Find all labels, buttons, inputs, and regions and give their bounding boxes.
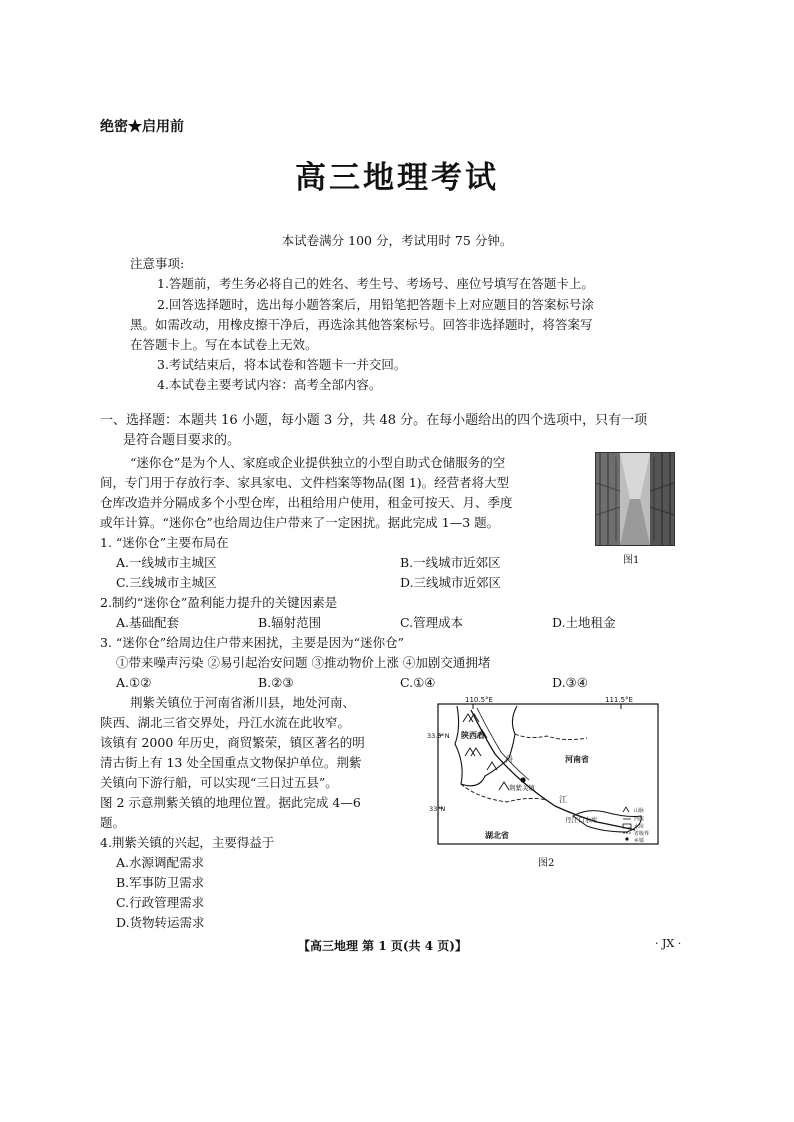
answer-option: D.货物转运需求 [116,915,205,930]
passage-line: 该镇有 2000 年历史，商贸繁荣，镇区著名的明 [100,735,365,750]
map-latitude-top: 33.5°N [427,732,450,740]
answer-option: C.①④ [400,675,436,690]
map-longitude-left: 110.5°E [465,696,493,704]
notice-heading: 注意事项: [130,256,185,271]
passage-line: 清古街上有 13 处全国重点文物保护单位。荆紫 [100,755,362,770]
map-legend-town: 乡镇 [634,838,645,844]
passage-line: 题。 [100,815,126,830]
answer-option: C.行政管理需求 [116,895,205,910]
map-label-reservoir: 丹江口水库 [565,816,598,824]
notice-item: 4.本试卷主要考试内容：高考全部内容。 [157,377,382,392]
question-stem: 4.荆紫关镇的兴起，主要得益于 [100,835,275,850]
location-map [427,696,659,846]
passage-line: 图 2 示意荆紫关镇的地理位置。据此完成 4—6 [100,795,361,810]
map-label-hubei: 湖北省 [485,831,509,840]
passage-line: 仓库改造并分隔成多个小型仓库，出租给用户使用，租金可按天、月、季度 [100,495,513,510]
map-legend-mountain: 山脉 [634,808,645,814]
passage-line: 或年计算。“迷你仓”也给周边住户带来了一定困扰。据此完成 1—3 题。 [100,515,500,530]
passage-line: 关镇向下游行船，可以实现“三日过五县”。 [100,775,338,790]
answer-option: B.一线城市近郊区 [400,555,501,570]
answer-option: A.一线城市主城区 [116,555,217,570]
question-stem: 3. “迷你仓”给周边住户带来困扰，主要是因为“迷你仓” [100,635,404,650]
map-label-river-1: 丹 [505,755,513,764]
exam-info: 本试卷满分 100 分，考试用时 75 分钟。 [281,233,513,248]
answer-option: A.基础配套 [116,615,180,630]
confidential-label: 绝密★启用前 [100,119,184,135]
map-legend-border: 省级界 [634,831,650,837]
question-statements: ①带来噪声污染 ②易引起治安问题 ③推动物价上涨 ④加剧交通拥堵 [116,655,491,670]
figure-1-caption: 图1 [623,555,640,566]
map-latitude-bottom: 33°N [429,805,446,813]
map-label-river-2: 江 [559,795,567,804]
question-stem: 1. “迷你仓”主要布局在 [100,535,229,550]
figure-2-caption: 图2 [538,858,555,869]
passage-line: 陕西、湖北三省交界处，丹江水流在此收窄。 [100,715,351,730]
map-legend-reservoir: 水库 [634,824,645,830]
section-heading: 一、选择题：本题共 16 小题，每小题 3 分，共 48 分。在每小题给出的四个选项中，只有一项 [100,413,648,428]
passage-line: 间，专门用于存放行李、家具家电、文件档案等物品(图 1)。经营者将大型 [100,475,510,490]
notice-item: 3.考试结束后，将本试卷和答题卡一并交回。 [157,357,407,372]
answer-option: C.管理成本 [400,615,464,630]
answer-option: D.土地租金 [552,615,616,630]
warehouse-photo [595,452,675,546]
answer-option: B.②③ [258,675,294,690]
notice-item: 在答题卡上。写在本试卷上无效。 [130,337,318,352]
exam-title: 高三地理考试 [295,160,499,196]
notice-item: 黑。如需改动，用橡皮擦干净后，再选涂其他答案标号。回答非选择题时，将答案写 [130,317,593,332]
footer-code: · JX · [655,937,682,950]
answer-option: A.水源调配需求 [116,855,205,870]
answer-option: D.三线城市近郊区 [400,575,502,590]
answer-option: B.军事防卫需求 [116,875,205,890]
map-legend-river: 河流 [634,816,645,822]
map-longitude-right: 111.5°E [605,696,633,704]
answer-option: A.①② [116,675,152,690]
map-label-shaanxi: 陕西省 [461,731,485,740]
map-label-henan: 河南省 [565,755,589,764]
answer-option: C.三线城市主城区 [116,575,217,590]
answer-option: B.辐射范围 [258,615,322,630]
passage-line: 荆紫关镇位于河南省淅川县，地处河南、 [130,695,356,710]
map-label-town: 荆紫关镇 [509,784,535,792]
page-footer: 【高三地理 第 1 页(共 4 页)】 [298,939,467,953]
notice-item: 2.回答选择题时，选出每小题答案后，用铅笔把答题卡上对应题目的答案标号涂 [157,297,594,312]
passage-line: “迷你仓”是为个人、家庭或企业提供独立的小型自助式仓储服务的空 [130,455,506,470]
notice-item: 1.答题前，考生务必将自己的姓名、考生号、考场号、座位号填写在答题卡上。 [157,276,594,291]
answer-option: D.③④ [552,675,588,690]
section-heading: 是符合题目要求的。 [123,433,241,448]
question-stem: 2.制约“迷你仓”盈利能力提升的关键因素是 [100,595,338,610]
